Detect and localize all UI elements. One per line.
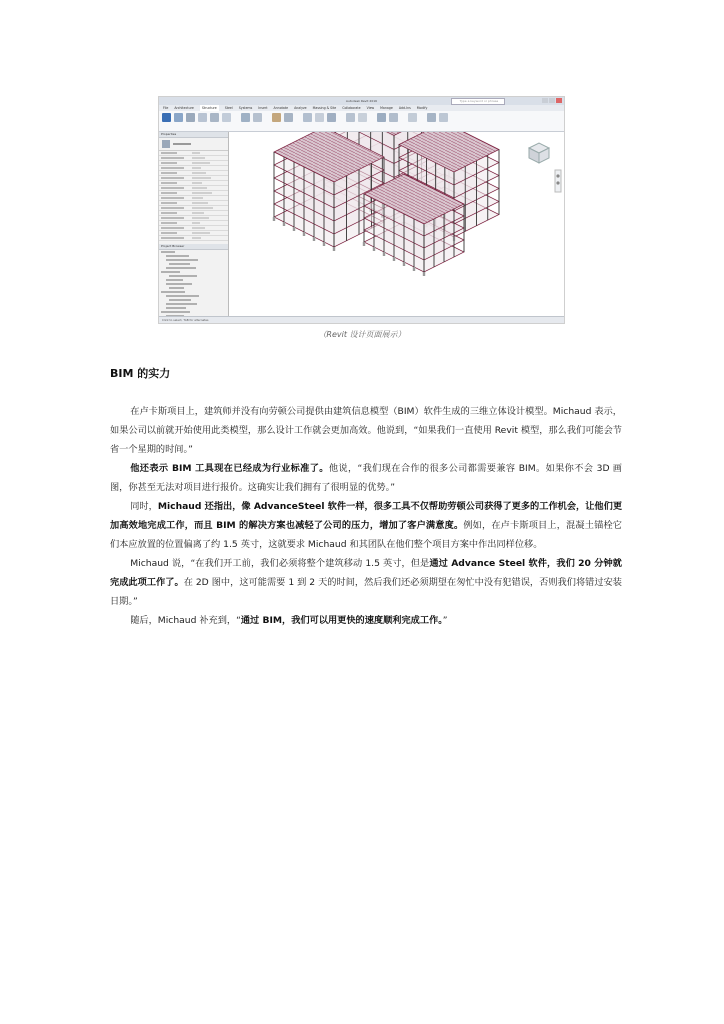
ribbon-tab[interactable]: Systems <box>238 106 253 110</box>
ribbon-tab[interactable]: View <box>366 106 375 110</box>
ribbon-tab[interactable]: Analyze <box>294 106 307 110</box>
3d-viewport[interactable] <box>229 132 564 317</box>
ribbon-tab[interactable]: Structure <box>201 106 217 110</box>
column-icon[interactable] <box>198 113 207 122</box>
building-steel-model <box>229 132 565 313</box>
properties-header: Properties <box>159 132 228 138</box>
ribbon-toolbar <box>159 111 564 132</box>
shaft-icon[interactable] <box>358 113 367 122</box>
property-row[interactable] <box>159 236 228 241</box>
ribbon-tab[interactable]: Modify <box>416 106 428 110</box>
brace-icon[interactable] <box>241 113 250 122</box>
ribbon-tab[interactable]: Insert <box>258 106 268 110</box>
truss-icon[interactable] <box>222 113 231 122</box>
navigation-bar[interactable] <box>555 170 561 192</box>
modify-icon[interactable] <box>162 113 171 122</box>
viewer-icon[interactable] <box>439 113 448 122</box>
rebar-icon[interactable] <box>284 113 293 122</box>
west-wing <box>273 132 384 251</box>
connection-icon[interactable] <box>272 113 281 122</box>
paragraph-2: 他还表示 BIM 工具现在已经成为行业标准了。他说，“我们现在合作的很多公司都需要兼容 BIM。如果你不会 3D 画图，你甚至无法对项目进行报价。这确实让我们拥有了很明显的优势。” <box>110 463 622 493</box>
ribbon-tab[interactable]: Architecture <box>174 106 194 110</box>
project-browser-tree <box>159 250 228 322</box>
close-icon[interactable] <box>556 98 562 103</box>
search-input[interactable]: Type a keyword or phrase <box>451 98 505 105</box>
minimize-icon[interactable] <box>542 98 548 103</box>
beam-icon[interactable] <box>174 113 183 122</box>
ribbon-tab[interactable]: Collaborate <box>342 106 361 110</box>
window-title: Autodesk Revit 2016 <box>345 99 378 103</box>
grid-icon[interactable] <box>389 113 398 122</box>
building-structure <box>273 132 499 276</box>
ref-plane-icon[interactable] <box>427 113 436 122</box>
view-cube-icon[interactable] <box>529 143 549 163</box>
revit-screenshot <box>158 96 565 324</box>
wall-icon[interactable] <box>186 113 195 122</box>
isolated-foundation-icon[interactable] <box>303 113 312 122</box>
ribbon-tab[interactable]: Steel <box>224 106 233 110</box>
paragraph-3: 同时，Michaud 还指出，像 AdvanceSteel 软件一样，很多工具不仅帮助劳顿公司获得了更多的工作机会，让他们更加高效地完成工作，而且 BIM 的解决方案也减轻了公司的压力，增加了客户满意度。例如，在卢卡斯项目上，混凝土锚栓它们本应放置的位置偏离了约 1.5 英寸，这就要求 Michaud 和其团队在他们整个项目方案中作出同样位移。 <box>110 501 623 550</box>
section-heading: BIM 的实力 <box>110 367 171 380</box>
properties-list <box>159 151 228 241</box>
properties-panel <box>159 132 229 317</box>
slab-icon[interactable] <box>327 113 336 122</box>
figure-caption: （Revit 设计页面展示） <box>318 330 406 339</box>
ribbon-tab[interactable]: Manage <box>380 106 393 110</box>
maximize-icon[interactable] <box>549 98 555 103</box>
status-bar: Click to select, TAB for alternates <box>159 316 564 323</box>
view-3d-icon <box>162 140 170 148</box>
article-body <box>110 402 622 630</box>
project-browser-header: Project Browser <box>159 244 228 250</box>
ribbon-tab[interactable]: File <box>163 106 169 110</box>
beam-system-icon[interactable] <box>253 113 262 122</box>
paragraph-1: 在卢卡斯项目上，建筑师并没有向劳顿公司提供由建筑信息模型（BIM）软件生成的三维立体设计模型。Michaud 表示，如果公司以前就开始使用此类模型，那么设计工作就会更加高效。他说到，“如果我们一直使用 Revit 模型，那么我们可能会节省一个星期的时间。” <box>110 406 622 455</box>
paragraph-5: 随后，Michaud 补充到，“通过 BIM，我们可以用更快的速度顺利完成工作。” <box>130 615 448 626</box>
ribbon-tab[interactable]: Add-Ins <box>398 106 411 110</box>
floor-icon[interactable] <box>210 113 219 122</box>
ribbon-tab[interactable]: Annotate <box>273 106 289 110</box>
wall-foundation-icon[interactable] <box>315 113 324 122</box>
type-selector[interactable] <box>159 138 228 151</box>
level-icon[interactable] <box>377 113 386 122</box>
ribbon-tab[interactable]: Massing & Site <box>312 106 337 110</box>
paragraph-4: Michaud 说，“在我们开工前，我们必须将整个建筑移动 1.5 英寸，但是通过 Advance Steel 软件，我们 20 分钟就完成此项工作了。在 2D 图中，这可能需要 1 到 2 天的时间，然后我们还必须期望在匆忙中没有犯错误，否则我们将错过安装日期。” <box>110 558 622 607</box>
set-workplane-icon[interactable] <box>408 113 417 122</box>
opening-icon[interactable] <box>346 113 355 122</box>
